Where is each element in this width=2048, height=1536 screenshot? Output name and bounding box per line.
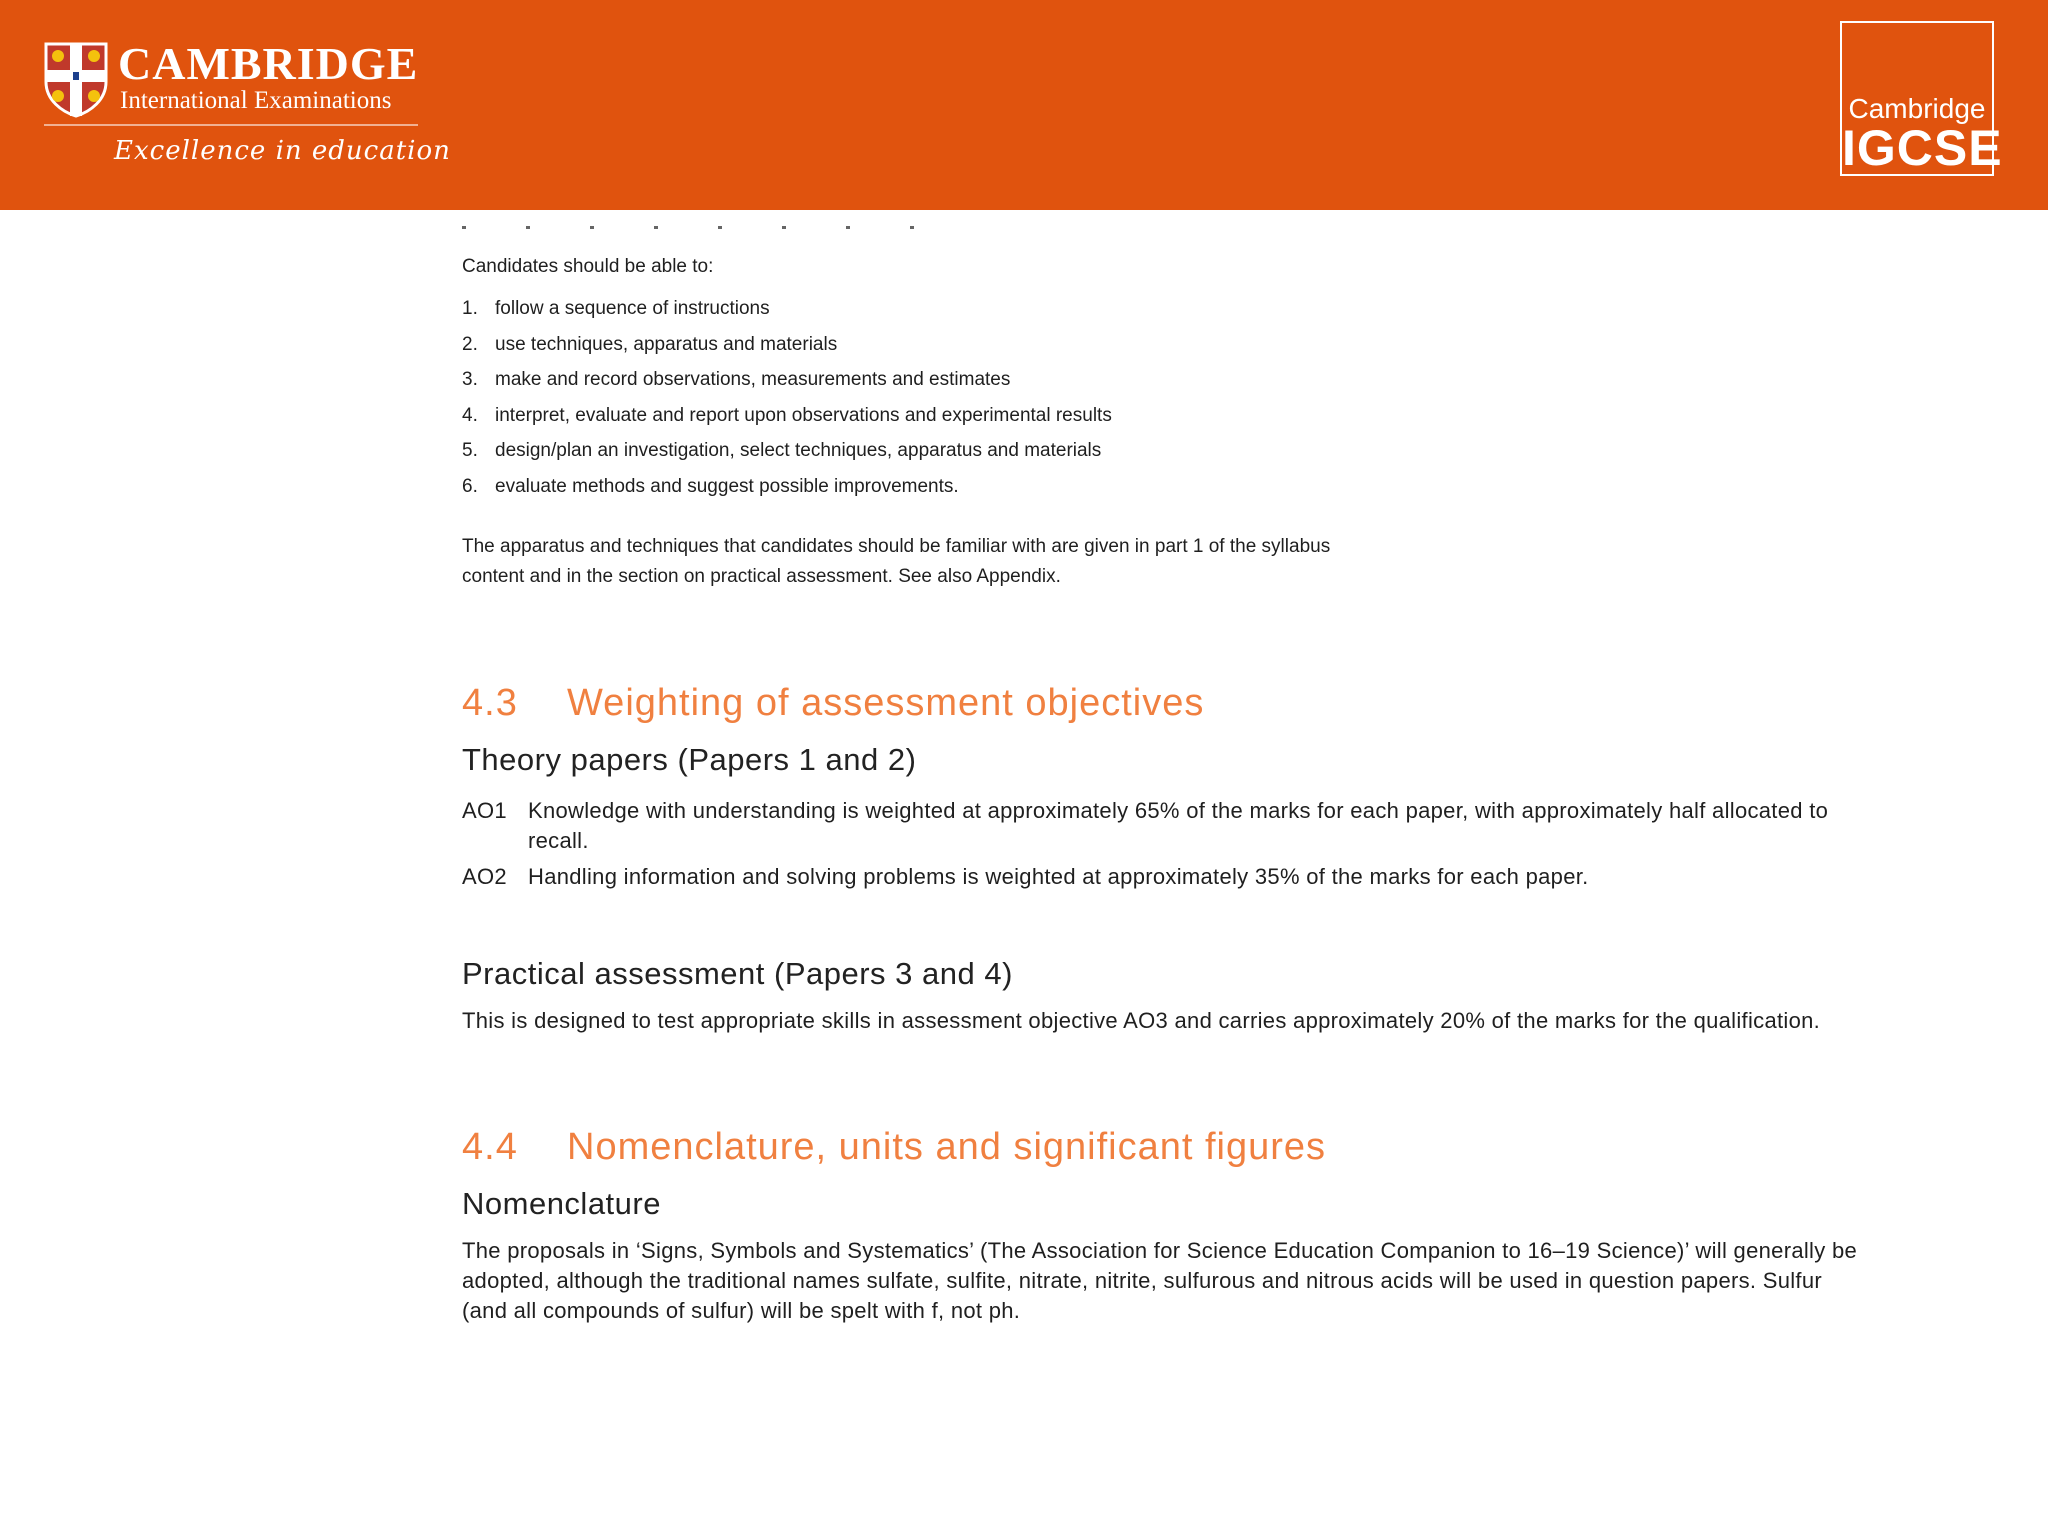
list-number: 6. xyxy=(462,475,478,497)
badge-main-label: IGCSE xyxy=(1842,120,2003,176)
clipped-text-line xyxy=(462,226,1002,238)
logo-subtitle: International Examinations xyxy=(120,87,392,114)
ao1-text: Knowledge with understanding is weighted at approximately 65% of the marks for each paper, with approximately half allocated to recall. xyxy=(528,798,1829,853)
section-4-3-heading xyxy=(462,682,1204,725)
list-text: make and record observations, measurements and estimates xyxy=(495,369,1011,391)
crest-icon xyxy=(44,42,108,118)
nomenclature-heading: Nomenclature xyxy=(462,1186,661,1221)
practical-assessment-heading: Practical assessment (Papers 3 and 4) xyxy=(462,956,1013,991)
intro-line: Candidates should be able to: xyxy=(462,256,714,277)
list-number: 2. xyxy=(462,333,478,355)
badge-top-label: Cambridge xyxy=(1848,93,1986,124)
apparatus-paragraph: The apparatus and techniques that candidates should be familiar with are given in part 1 of the syllabus content and in the section on practical assessment. See also Appendix. xyxy=(462,536,1331,587)
list-number: 4. xyxy=(462,404,478,426)
nomenclature-paragraph: The proposals in ‘Signs, Symbols and Systematics’ (The Association for Science Education Companion to 16–19 Science)’ will generally be adopted, although the traditional names sulfate, sulfite, nitrate, nitrite, sulfurous and nitrous acids will be used in question papers. Sulfur (and all compounds of sulfur) will be spelt with f, not ph. xyxy=(462,1238,1858,1323)
list-number: 3. xyxy=(462,369,478,391)
section-4-4-heading xyxy=(462,1126,1326,1169)
list-text: interpret, evaluate and report upon observations and experimental results xyxy=(495,404,1112,426)
section-title: Nomenclature, units and significant figures xyxy=(567,1126,1327,1168)
logo-divider xyxy=(44,124,418,126)
skills-list xyxy=(462,298,1112,512)
section-number: 4.4 xyxy=(462,1126,518,1168)
ao1-paragraph xyxy=(462,796,1872,856)
practical-paragraph: This is designed to test appropriate skills in assessment objective AO3 and carries approximately 20% of the marks for the qualification. xyxy=(462,1008,1821,1033)
list-text: use techniques, apparatus and materials xyxy=(495,333,838,355)
list-text: follow a sequence of instructions xyxy=(495,298,770,319)
list-item xyxy=(462,476,1112,512)
logo-tagline: Excellence in education xyxy=(114,136,451,166)
list-item xyxy=(462,298,1112,334)
theory-papers-heading: Theory papers (Papers 1 and 2) xyxy=(462,742,917,777)
logo-name: CAMBRIDGE xyxy=(118,38,419,89)
section-number: 4.3 xyxy=(462,682,518,724)
section-title: Weighting of assessment objectives xyxy=(567,682,1205,724)
ao2-paragraph xyxy=(462,862,1872,892)
list-item xyxy=(462,369,1112,405)
header-banner xyxy=(0,0,2048,210)
igcse-badge xyxy=(1840,21,2003,176)
list-text: design/plan an investigation, select techniques, apparatus and materials xyxy=(495,440,1102,462)
list-item xyxy=(462,334,1112,370)
list-number: 1. xyxy=(462,298,478,319)
list-item xyxy=(462,405,1112,441)
ao1-code: AO1 xyxy=(462,798,507,823)
ao2-code: AO2 xyxy=(462,864,507,889)
cambridge-logo xyxy=(44,38,451,170)
list-item xyxy=(462,440,1112,476)
list-text: evaluate methods and suggest possible improvements. xyxy=(495,475,959,497)
list-number: 5. xyxy=(462,440,478,462)
ao2-text: Handling information and solving problems is weighted at approximately 35% of the marks for each paper. xyxy=(528,864,1589,889)
